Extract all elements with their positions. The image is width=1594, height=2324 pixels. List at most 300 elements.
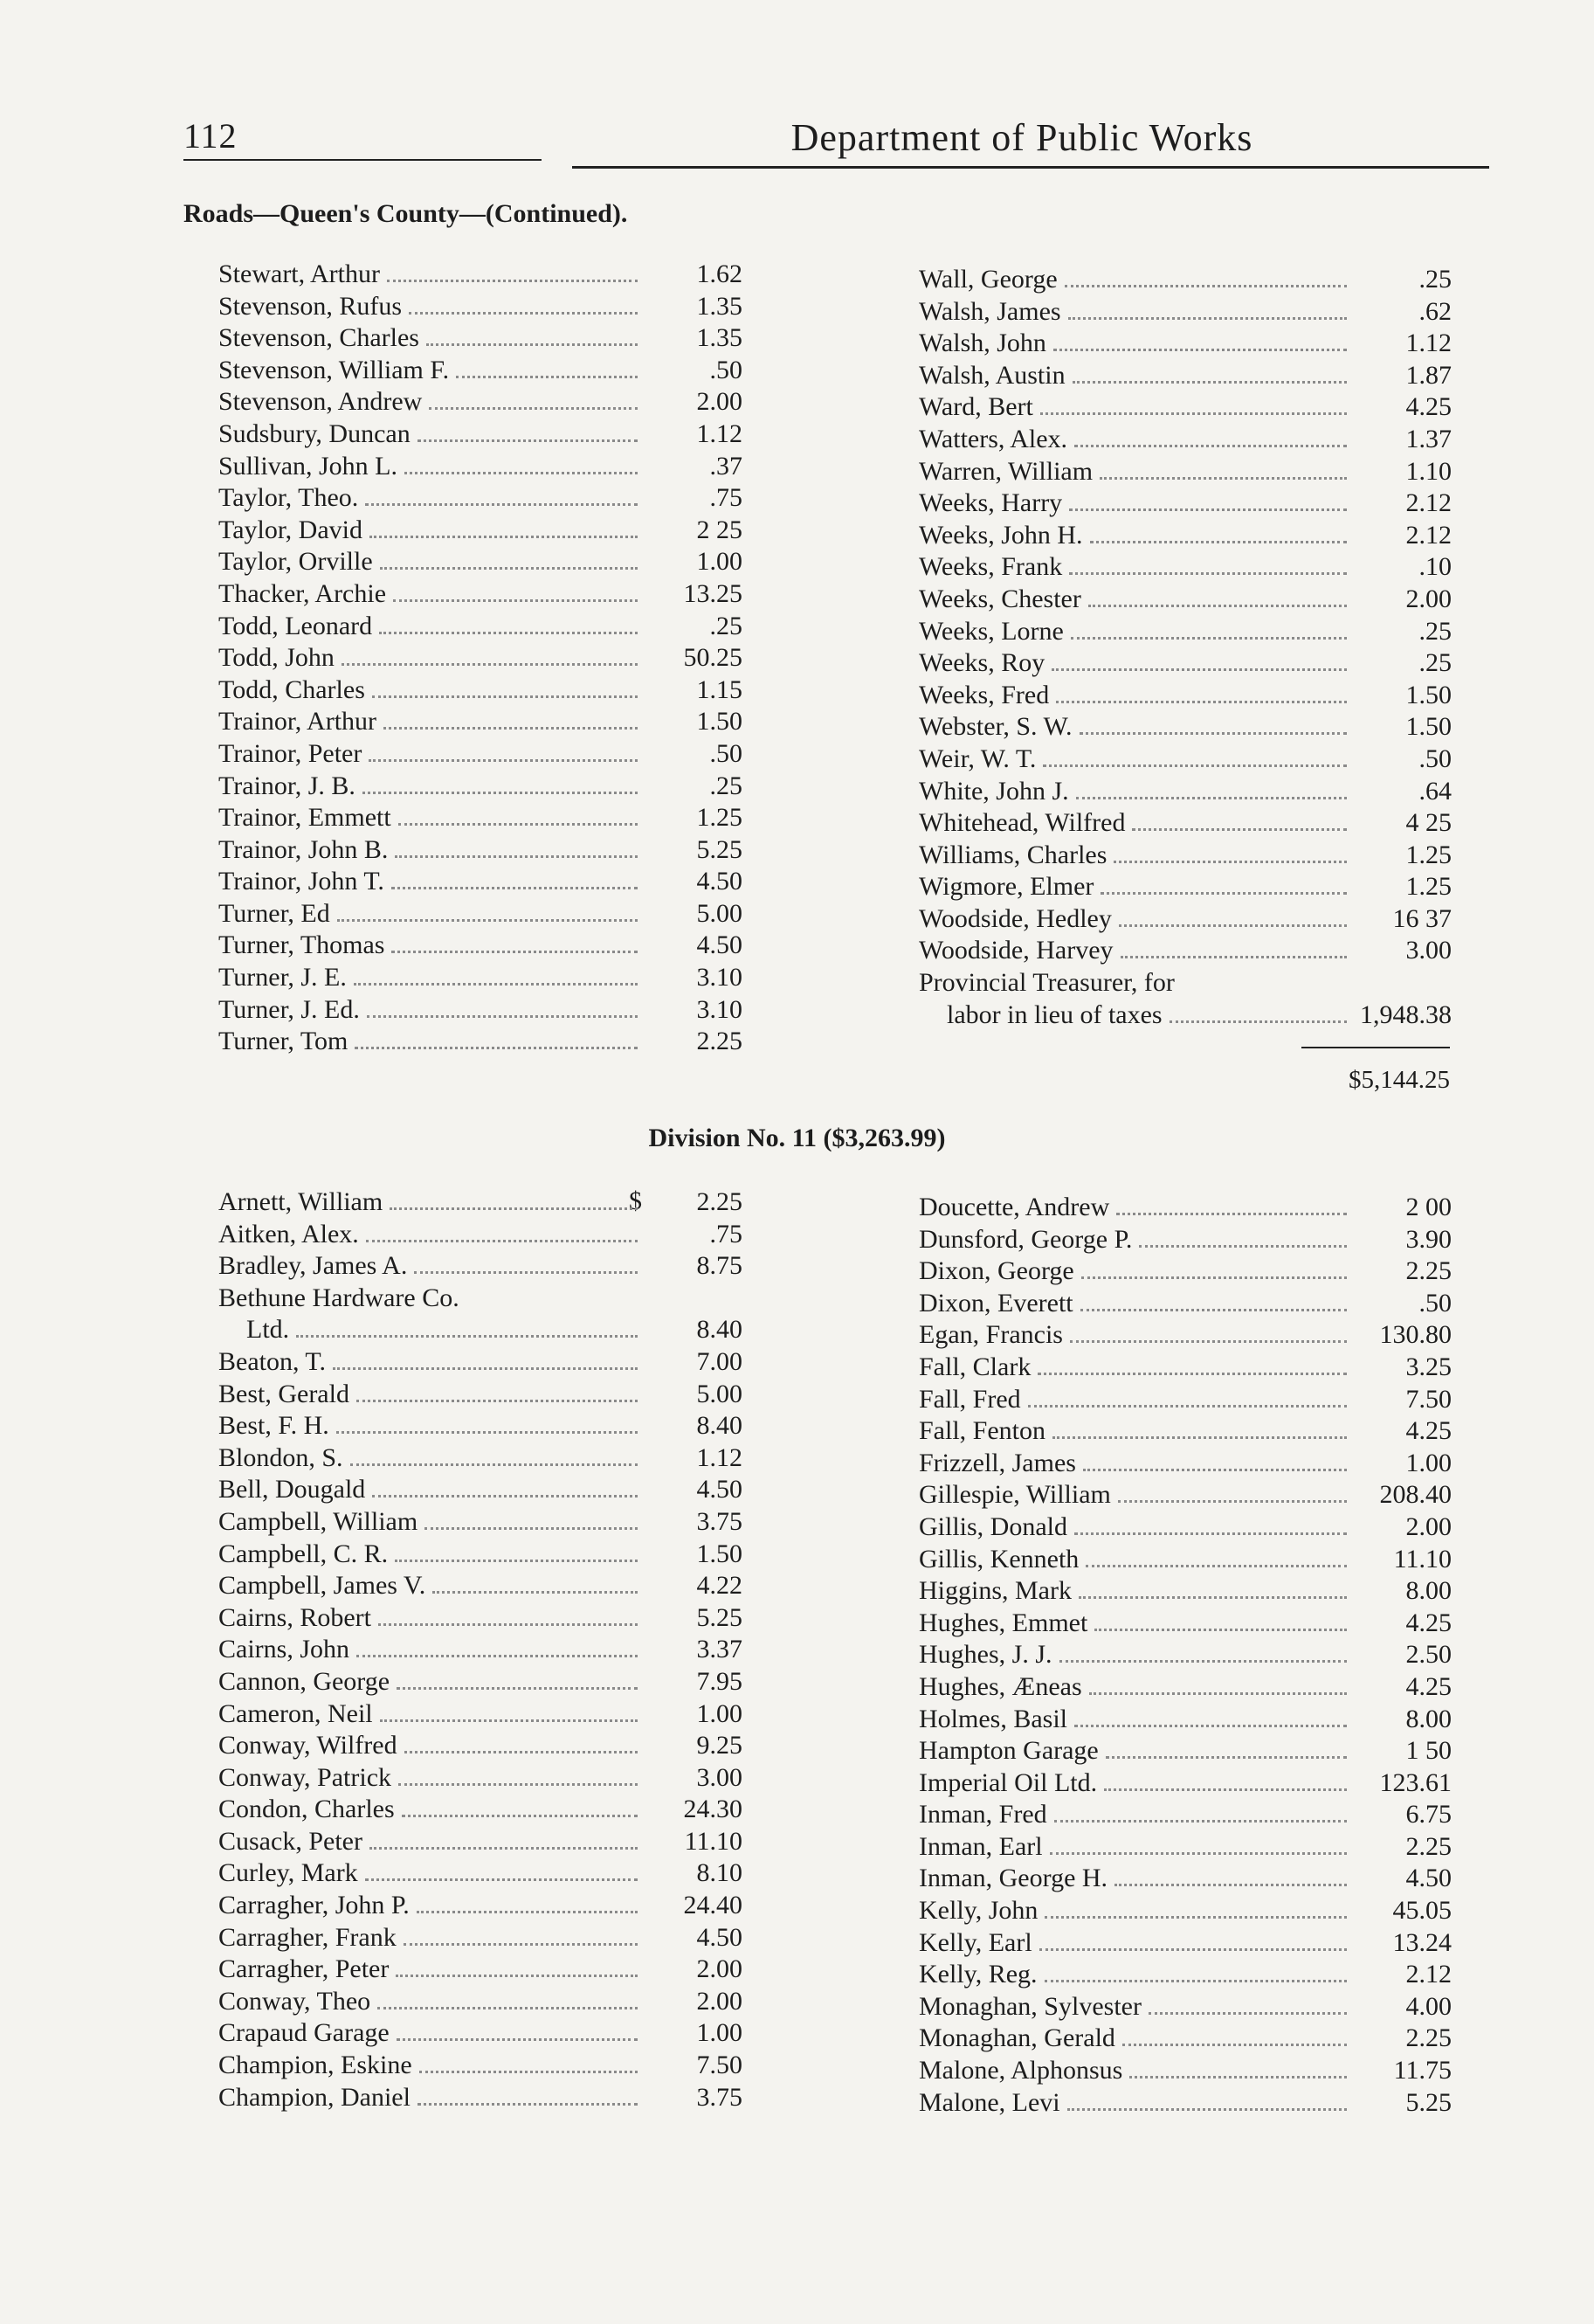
dot-leader	[355, 1047, 638, 1049]
list-item	[218, 291, 742, 323]
entry-amount: .25	[1418, 616, 1452, 646]
dot-leader	[1121, 956, 1347, 958]
list-item	[218, 355, 742, 387]
dot-leader	[1090, 541, 1347, 543]
dot-leader	[414, 1271, 638, 1274]
entry-amount: 8.40	[696, 1315, 742, 1345]
entry-amount: 11.10	[684, 1826, 742, 1856]
entry-amount: 3.75	[696, 2082, 742, 2112]
list-item	[919, 2055, 1452, 2087]
dot-leader	[365, 1878, 638, 1881]
list-item	[919, 903, 1452, 936]
dot-leader	[1086, 1565, 1347, 1567]
entry-amount: .50	[1418, 1288, 1452, 1318]
list-item	[919, 840, 1452, 872]
list-item	[218, 1219, 742, 1251]
entry-amount: 4.50	[696, 930, 742, 960]
list-item	[218, 866, 742, 898]
list-item	[218, 1826, 742, 1858]
dot-leader	[1079, 1596, 1347, 1599]
entry-amount: 8.40	[696, 1411, 742, 1441]
entry-amount: 1.00	[696, 547, 742, 577]
entry-name: Carragher, John P.	[218, 1891, 410, 1920]
entry-name: Williams, Charles	[919, 840, 1108, 869]
page-number: 112	[183, 116, 238, 156]
list-item	[919, 1767, 1452, 1800]
list-item	[919, 1863, 1452, 1895]
list-item	[919, 807, 1452, 840]
dot-leader	[1101, 892, 1347, 895]
entry-amount: 7.50	[696, 2051, 742, 2080]
list-item	[919, 680, 1452, 712]
dot-leader	[372, 1495, 638, 1497]
list-item	[919, 584, 1452, 616]
dot-leader	[1038, 1373, 1347, 1375]
entry-amount: 4.00	[1405, 1991, 1452, 2021]
entry-amount: 2.00	[696, 387, 742, 417]
entry-amount: 1.12	[1405, 329, 1452, 358]
entry-amount: 3.00	[1405, 936, 1452, 965]
list-item	[218, 1890, 742, 1922]
list-item	[919, 776, 1452, 808]
entry-name: Fall, Clark	[919, 1352, 1032, 1381]
entry-name: Dixon, George	[919, 1256, 1074, 1286]
entry-amount: 1.25	[1405, 840, 1452, 869]
entry-amount: 3.25	[1405, 1352, 1452, 1381]
entry-name: Curley, Mark	[218, 1858, 358, 1888]
entry-amount: 3.75	[696, 1506, 742, 1536]
entry-amount: 1.00	[1405, 1448, 1452, 1477]
list-item	[919, 1639, 1452, 1671]
entry-amount: 2.50	[1405, 1640, 1452, 1670]
dot-leader	[1106, 1756, 1347, 1759]
dot-leader	[350, 1463, 638, 1466]
dot-leader	[372, 695, 638, 698]
entry-amount: 45.05	[1392, 1896, 1452, 1926]
entry-amount: 8.00	[1405, 1576, 1452, 1606]
bottom-right-column	[919, 1192, 1452, 2119]
list-item	[919, 744, 1452, 776]
list-item	[919, 1255, 1452, 1288]
entry-name: Kelly, John	[919, 1896, 1039, 1926]
entry-amount: 4.50	[696, 1922, 742, 1952]
list-item	[919, 1735, 1452, 1767]
dot-leader	[397, 1687, 638, 1690]
list-item	[218, 1857, 742, 1890]
list-item	[218, 674, 742, 707]
dot-leader	[396, 1975, 638, 1977]
dot-leader	[377, 2007, 638, 2009]
list-item	[218, 482, 742, 515]
dot-leader	[1052, 668, 1347, 671]
dot-leader	[356, 1400, 638, 1402]
entry-amount: 3.37	[696, 1635, 742, 1664]
list-item	[919, 616, 1452, 648]
entry-name: Weeks, Chester	[919, 584, 1081, 613]
dot-leader	[1059, 1660, 1347, 1663]
entry-amount: 1.15	[696, 674, 742, 704]
dot-leader	[398, 1783, 638, 1786]
entry-amount: .64	[1418, 776, 1452, 806]
dot-leader	[1050, 1852, 1347, 1855]
entry-name: Taylor, Orville	[218, 547, 373, 577]
entry-name: Champion, Eskine	[218, 2051, 412, 2080]
page-title: Department of Public Works	[790, 116, 1253, 159]
list-item	[919, 1799, 1452, 1831]
entry-amount: 1.50	[696, 1539, 742, 1568]
list-item	[919, 1479, 1452, 1511]
dot-leader	[1149, 2012, 1347, 2015]
entry-amount: 13.24	[1392, 1927, 1452, 1957]
entry-name: Carragher, Peter	[218, 1954, 390, 1984]
dot-leader	[1076, 797, 1347, 799]
entry-name: Monaghan, Gerald	[919, 2023, 1115, 2053]
dot-leader	[380, 1719, 638, 1722]
dot-leader	[1074, 445, 1347, 447]
dot-leader	[1052, 1436, 1347, 1439]
entry-amount: 1.25	[696, 803, 742, 833]
list-item	[919, 935, 1452, 967]
dot-leader	[404, 1943, 638, 1946]
list-item	[218, 1506, 742, 1539]
dot-leader	[296, 1335, 638, 1338]
entry-name: Sudsbury, Duncan	[218, 418, 411, 448]
dot-leader	[1054, 1820, 1347, 1823]
list-item	[218, 834, 742, 867]
entry-name: Bell, Dougald	[218, 1475, 366, 1504]
entry-name: Todd, Charles	[218, 674, 365, 704]
dot-leader	[337, 919, 638, 922]
list-item	[919, 1575, 1452, 1608]
section-heading: Roads—Queen's County—(Continued).	[183, 199, 628, 228]
list-item	[919, 551, 1452, 584]
list-item	[919, 360, 1452, 392]
entry-name: Woodside, Hedley	[919, 903, 1112, 933]
entry-amount: 3.10	[696, 963, 742, 993]
list-item	[919, 424, 1452, 456]
list-item	[218, 386, 742, 418]
entry-amount: 7.95	[696, 1666, 742, 1696]
entry-name: Crapaud Garage	[218, 2018, 390, 2048]
entry-name: Provincial Treasurer, for	[919, 968, 1175, 998]
dot-leader	[365, 503, 638, 506]
dot-leader	[391, 887, 638, 889]
list-item	[218, 1442, 742, 1475]
entry-name: Blondon, S.	[218, 1442, 343, 1472]
entry-name: Hughes, Æneas	[919, 1671, 1082, 1701]
list-item	[218, 2050, 742, 2082]
entry-amount: 2.25	[696, 1027, 742, 1056]
list-item	[218, 771, 742, 803]
dot-leader	[1104, 1788, 1347, 1791]
dot-leader	[362, 792, 638, 794]
dot-leader	[1065, 285, 1347, 287]
list-item	[919, 1384, 1452, 1416]
entry-amount: 4.25	[1405, 1608, 1452, 1637]
entry-amount: 3.10	[696, 994, 742, 1024]
entry-name: Sullivan, John L.	[218, 451, 398, 481]
entry-amount: 1.00	[696, 1698, 742, 1728]
list-item	[919, 999, 1452, 1032]
entry-amount: 2.12	[1405, 488, 1452, 518]
entry-amount: 6.75	[1405, 1800, 1452, 1829]
dot-leader	[1170, 1020, 1347, 1023]
dot-leader	[1118, 1500, 1347, 1503]
dot-leader	[1074, 1725, 1347, 1727]
dot-leader	[1080, 1309, 1347, 1311]
list-item	[218, 2017, 742, 2050]
total-rule	[1301, 1047, 1450, 1048]
list-item	[218, 2082, 742, 2114]
entry-amount: 2.12	[1405, 520, 1452, 550]
list-item	[218, 578, 742, 611]
dot-leader	[395, 1560, 638, 1562]
entry-name: Inman, George H.	[919, 1864, 1108, 1893]
list-item	[218, 1698, 742, 1731]
dot-leader	[333, 1367, 638, 1370]
list-item	[218, 1794, 742, 1826]
entry-name: Inman, Fred	[919, 1800, 1047, 1829]
dot-leader	[1067, 2108, 1347, 2111]
entry-amount: 2.25	[1405, 1256, 1452, 1286]
dot-leader	[404, 1751, 638, 1753]
entry-name: Champion, Daniel	[218, 2082, 411, 2112]
list-item	[218, 642, 742, 674]
dot-leader	[369, 536, 638, 538]
list-item	[218, 1954, 742, 1986]
dot-leader	[379, 632, 638, 634]
list-item	[218, 418, 742, 451]
entry-amount: 2.25	[1405, 1831, 1452, 1861]
entry-name: Watters, Alex.	[919, 424, 1068, 453]
dot-leader	[417, 439, 638, 442]
dot-leader	[1028, 1405, 1347, 1408]
entry-amount: 2.25	[1405, 2023, 1452, 2053]
entry-name: Beaton, T.	[218, 1346, 327, 1376]
entry-amount: 1.50	[1405, 712, 1452, 742]
dot-leader	[1132, 828, 1347, 831]
entry-name: Turner, Tom	[218, 1027, 348, 1056]
entry-amount: 8.10	[696, 1858, 742, 1888]
entry-amount: .25	[1418, 265, 1452, 294]
entry-amount: 7.50	[1405, 1384, 1452, 1414]
entry-amount: 2.25	[696, 1187, 742, 1216]
entry-name: Trainor, J. B.	[218, 771, 355, 800]
entry-name: Webster, S. W.	[919, 712, 1073, 742]
list-item	[919, 391, 1452, 424]
dot-leader	[1053, 349, 1347, 351]
entry-name: Weeks, Lorne	[919, 616, 1064, 646]
entry-name: Gillis, Kenneth	[919, 1544, 1080, 1574]
dot-leader	[1071, 637, 1347, 640]
dot-leader	[1070, 1340, 1347, 1343]
list-item	[218, 1539, 742, 1571]
entry-name: Monaghan, Sylvester	[919, 1991, 1142, 2021]
entry-name: Hughes, Emmet	[919, 1608, 1088, 1637]
dot-leader	[1045, 1916, 1347, 1919]
dot-leader	[1040, 412, 1347, 415]
entry-amount: 1.10	[1405, 456, 1452, 486]
dot-leader	[383, 727, 638, 730]
entry-name: Trainor, John B.	[218, 834, 389, 864]
entry-name: Weeks, Fred	[919, 680, 1050, 709]
list-item	[218, 1474, 742, 1506]
dot-leader	[378, 1623, 638, 1626]
entry-amount: 208.40	[1379, 1480, 1452, 1510]
entry-amount: 11.75	[1393, 2056, 1452, 2085]
top-right-column	[919, 264, 1452, 1031]
dot-leader	[1045, 1980, 1347, 1982]
list-item	[919, 1319, 1452, 1352]
entry-amount: .62	[1418, 296, 1452, 326]
entry-amount: 2 25	[696, 515, 742, 544]
entry-name: Cairns, John	[218, 1635, 349, 1664]
list-item	[218, 322, 742, 355]
dot-leader	[1114, 1884, 1347, 1886]
entry-name: Conway, Patrick	[218, 1762, 392, 1792]
entry-name: Egan, Francis	[919, 1320, 1063, 1350]
list-item	[919, 264, 1452, 296]
entry-name: Warren, William	[919, 456, 1094, 486]
entry-amount: 1.12	[696, 1442, 742, 1472]
dot-leader	[1073, 381, 1347, 384]
entry-amount: 4.25	[1405, 392, 1452, 422]
entry-name: Weeks, John H.	[919, 520, 1083, 550]
entry-name: Gillespie, William	[919, 1480, 1111, 1510]
list-item	[218, 1026, 742, 1058]
dot-leader	[1139, 1245, 1347, 1248]
entry-name: Kelly, Earl	[919, 1927, 1032, 1957]
dot-leader	[424, 1527, 638, 1530]
entry-name: Aitken, Alex.	[218, 1219, 359, 1248]
entry-amount: 13.25	[683, 578, 742, 608]
dot-leader	[456, 376, 638, 378]
entry-amount: 5.25	[696, 1602, 742, 1632]
entry-name: Best, F. H.	[218, 1411, 329, 1441]
entry-name: Weir, W. T.	[919, 744, 1037, 773]
dot-leader	[398, 823, 638, 826]
list-item	[919, 520, 1452, 552]
dot-leader	[1116, 1213, 1347, 1215]
list-item	[218, 1666, 742, 1698]
entry-amount: 1.35	[696, 291, 742, 321]
list-item	[218, 930, 742, 962]
section-total: $5,144.25	[1349, 1066, 1450, 1094]
dot-leader	[380, 567, 638, 570]
list-item	[919, 711, 1452, 744]
list-item	[218, 451, 742, 483]
list-item	[218, 1379, 742, 1411]
dot-leader	[1089, 1692, 1347, 1695]
entry-name: Trainor, Emmett	[218, 803, 391, 833]
list-item	[919, 488, 1452, 520]
dot-leader	[1039, 1948, 1347, 1951]
dot-leader	[354, 983, 638, 986]
entry-name: Wall, George	[919, 265, 1058, 294]
list-item	[919, 2023, 1452, 2055]
dot-leader	[1129, 2076, 1347, 2078]
entry-name: Stevenson, Charles	[218, 323, 419, 353]
list-item	[218, 1922, 742, 1954]
entry-amount: 1 50	[1405, 1736, 1452, 1766]
list-item	[919, 647, 1452, 680]
entry-amount: 4.22	[696, 1571, 742, 1601]
entry-name: Wigmore, Elmer	[919, 872, 1094, 902]
list-item	[218, 1186, 742, 1219]
entry-name: Campbell, C. R.	[218, 1539, 389, 1568]
list-item	[218, 1730, 742, 1762]
entry-amount: 9.25	[696, 1731, 742, 1760]
entry-name: Woodside, Harvey	[919, 936, 1114, 965]
entry-amount: 2.00	[1405, 584, 1452, 613]
list-item	[218, 1570, 742, 1602]
list-item	[919, 1831, 1452, 1864]
entry-name: Condon, Charles	[218, 1795, 395, 1824]
entry-amount: 1.62	[696, 259, 742, 288]
list-item	[919, 296, 1452, 329]
entry-amount: 24.30	[683, 1795, 742, 1824]
dot-leader	[417, 2103, 638, 2106]
dot-leader	[1043, 764, 1347, 767]
dot-leader	[391, 951, 638, 953]
entry-name: Ltd.	[246, 1315, 290, 1345]
dot-leader	[402, 1815, 638, 1817]
list-item	[218, 515, 742, 547]
entry-amount: 1.00	[696, 2018, 742, 2048]
entry-name: Cairns, Robert	[218, 1602, 371, 1632]
top-left-column	[218, 259, 742, 1058]
dot-leader	[336, 1431, 638, 1434]
dot-leader	[1080, 732, 1347, 735]
dot-leader	[1114, 861, 1347, 863]
list-item	[919, 1288, 1452, 1320]
entry-amount: 8.00	[1405, 1704, 1452, 1733]
entry-name: Cusack, Peter	[218, 1826, 362, 1856]
entry-name: Doucette, Andrew	[919, 1193, 1110, 1221]
bottom-left-column	[218, 1186, 742, 2113]
dot-leader	[1069, 508, 1347, 511]
entry-amount: 16 37	[1392, 903, 1452, 933]
entry-amount: 8.75	[696, 1251, 742, 1281]
entry-amount: 3.90	[1405, 1224, 1452, 1254]
entry-amount: 2.00	[696, 1986, 742, 2016]
entry-name: Stevenson, William F.	[218, 355, 450, 384]
list-item	[919, 1608, 1452, 1640]
entry-amount: .50	[1418, 744, 1452, 773]
list-item	[218, 1602, 742, 1635]
list-item	[919, 456, 1452, 488]
dot-leader	[409, 312, 638, 315]
entry-name: Trainor, Arthur	[218, 707, 377, 737]
list-item	[919, 1352, 1452, 1384]
dot-leader	[1100, 477, 1347, 480]
entry-name: Weeks, Roy	[919, 648, 1045, 678]
list-item	[218, 1634, 742, 1666]
entry-name: Malone, Alphonsus	[919, 2056, 1123, 2085]
entry-name: Malone, Levi	[919, 2087, 1060, 2117]
entry-name: Whitehead, Wilfred	[919, 808, 1126, 838]
list-item	[919, 1192, 1452, 1224]
entry-amount: 2.12	[1405, 1960, 1452, 1989]
entry-amount: 4.25	[1405, 1671, 1452, 1701]
entry-name: Campbell, James V.	[218, 1571, 426, 1601]
list-item	[919, 1448, 1452, 1480]
list-item	[919, 1959, 1452, 1991]
entry-amount: 1.87	[1405, 360, 1452, 390]
entry-amount: 4.25	[1405, 1416, 1452, 1446]
entry-amount: 2.00	[696, 1954, 742, 1984]
entry-name: Conway, Wilfred	[218, 1731, 397, 1760]
